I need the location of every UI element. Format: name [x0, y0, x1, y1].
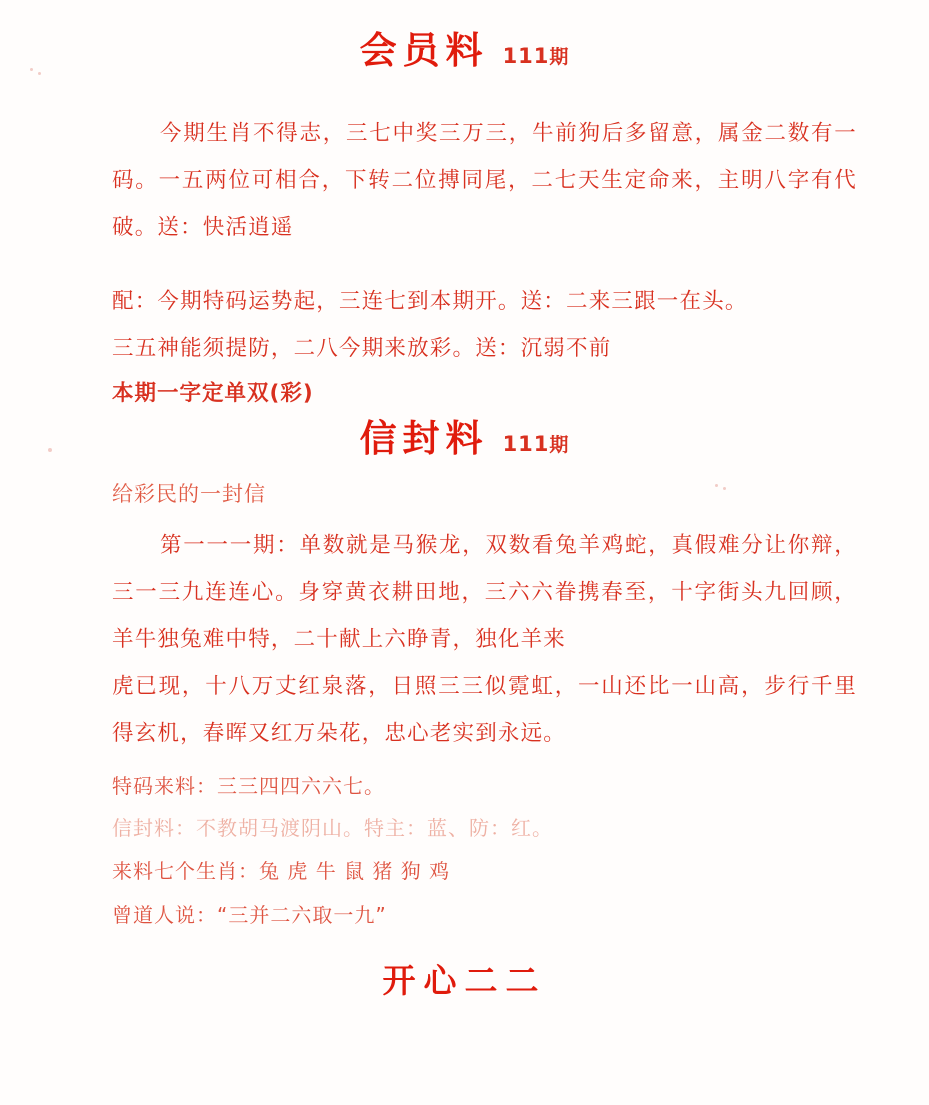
section1-issue [503, 42, 570, 69]
section2-issue [503, 430, 570, 457]
section1-body [0, 88, 929, 416]
section-envelope-material [0, 417, 929, 460]
section2-title-row [0, 417, 929, 460]
section-member-material [0, 29, 929, 72]
section1-title: 会员料 [359, 29, 489, 72]
section1-paragraph-2: 配：今期特码运势起，三连七到本期开。送：二来三跟一在头。 [112, 289, 748, 314]
section1-issue-number: 111 [502, 44, 550, 68]
section2-issue-label: 期 [549, 434, 570, 456]
section1-issue-label: 期 [549, 46, 570, 68]
section2-line-1: 特码来料：三三四四六六七。 [112, 774, 385, 798]
section2-subheading: 给彩民的一封信 [112, 482, 266, 506]
section2-paragraph-1: 第一一一期：单数就是马猴龙，双数看兔羊鸡蛇，真假难分让你辩，三一三九连连心。身穿黄衣耕田地，三六六眷携春至，十字街头九回顾，羊牛独兔难中特，二十献上六睁青，独化羊来 [112, 533, 857, 652]
section1-bold-line: 本期一字定单双(彩) [112, 381, 314, 406]
section2-body [0, 478, 929, 1002]
paper-speck [38, 72, 41, 75]
section2-line-3: 来料七个生肖：兔 虎 牛 鼠 猪 狗 鸡 [112, 859, 451, 883]
section2-paragraph-2: 虎已现，十八万丈红泉落，日照三三似霓虹，一山还比一山高，步行千里得玄机，春晖又红万朵花，忠心老实到永远。 [112, 674, 857, 746]
section2-line-4: 曾道人说：“三并二六取一九” [112, 903, 387, 927]
section2-issue-number: 111 [502, 432, 550, 456]
section1-title-row [0, 29, 929, 72]
section2-line-2: 信封料：不教胡马渡阴山。特主：蓝、防：红。 [112, 816, 553, 840]
section2-footer: 开心二二 [382, 961, 547, 1000]
section1-paragraph-1: 今期生肖不得志，三七中奖三万三，牛前狗后多留意，属金二数有一码。一五两位可相合，下转二位搏同尾，二七天生定命来，主明八字有代破。送：快活逍遥 [112, 120, 857, 240]
section2-title: 信封料 [359, 417, 489, 460]
section1-paragraph-3: 三五神能须提防，二八今期来放彩。送：沉弱不前 [112, 336, 612, 361]
